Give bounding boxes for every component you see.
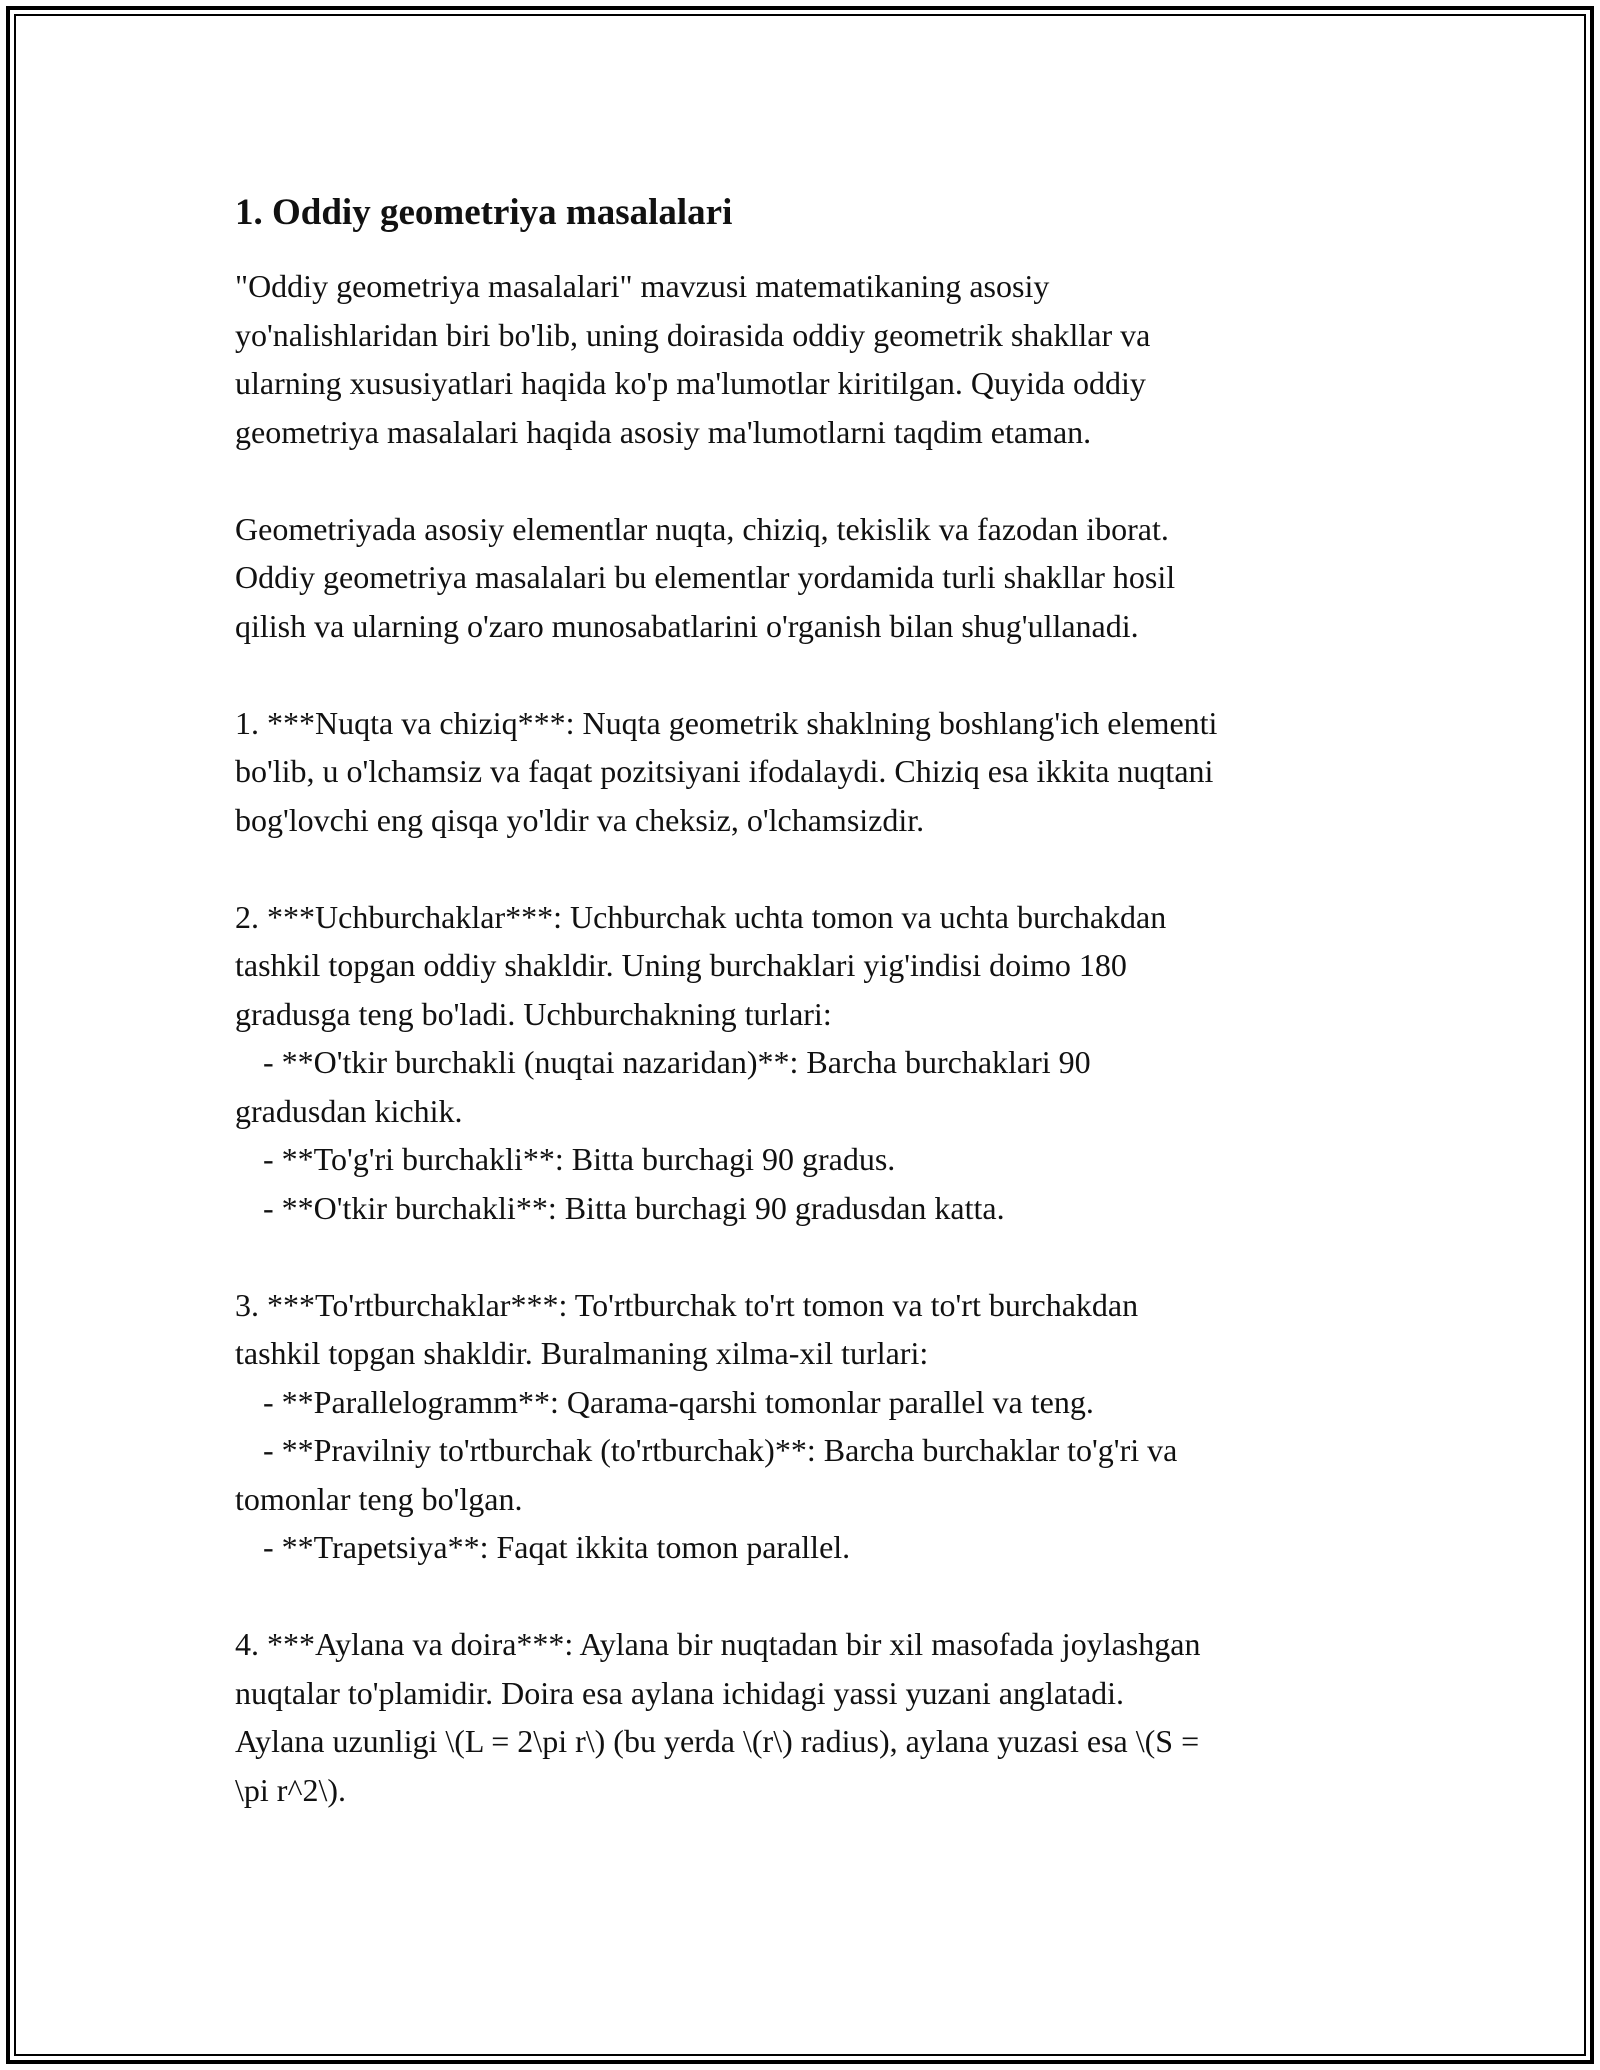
list-item-line: tashkil topgan shakldir. Buralmaning xilma-xil turlari: <box>235 1335 929 1371</box>
list-item-line: tashkil topgan oddiy shakldir. Uning burchaklari yig'indisi doimo 180 <box>235 947 1127 983</box>
list-item-line: Aylana uzunligi \(L = 2\pi r\) (bu yerda \(r\) radius), aylana yuzasi esa \(S = <box>235 1723 1200 1759</box>
sub-list-item-line: - **Parallelogramm**: Qarama-qarshi tomonlar parallel va teng. <box>263 1383 1094 1420</box>
paragraph-spacer <box>235 844 1375 893</box>
list-item-line: bog'lovchi eng qisqa yo'ldir va cheksiz, o'lchamsizdir. <box>235 801 925 838</box>
paragraph-spacer <box>235 456 1375 505</box>
paragraph-line: geometriya masalalari haqida asosiy ma'lumotlarni taqdim etaman. <box>235 413 1092 450</box>
paragraph-line: "Oddiy geometriya masalalari" mavzusi matematikaning asosiy <box>235 268 1050 304</box>
paragraph-line: Oddiy geometriya masalalari bu elementlar yordamida turli shakllar hosil <box>235 559 1176 595</box>
list-item-line: 4. ***Aylana va doira***: Aylana bir nuqtadan bir xil masofada joylashgan <box>235 1626 1201 1662</box>
sub-list-item-line: - **O'tkir burchakli (nuqtai nazaridan)**: Barcha burchaklari 90 <box>263 1044 1091 1080</box>
list-item-line: 2. ***Uchburchaklar***: Uchburchak uchta tomon va uchta burchakdan <box>235 898 1167 935</box>
list-item-line: nuqtalar to'plamidir. Doira esa aylana ichidagi yassi yuzani anglatadi. <box>235 1674 1125 1711</box>
sub-list-item-line: - **Trapetsiya**: Faqat ikkita tomon parallel. <box>263 1529 851 1565</box>
sub-list-item-line: - **Pravilniy to'rtburchak (to'rtburchak)**: Barcha burchaklar to'g'ri va <box>263 1432 1178 1468</box>
paragraph-spacer <box>235 650 1375 699</box>
sub-list-item-line: - **O'tkir burchakli**: Bitta burchagi 90 gradusdan katta. <box>263 1189 1005 1226</box>
sub-list-item-line: - **To'g'ri burchakli**: Bitta burchagi 90 gradus. <box>263 1141 896 1177</box>
list-item-line: bo'lib, u o'lchamsiz va faqat pozitsiyani ifodalaydi. Chiziq esa ikkita nuqtani <box>235 753 1214 789</box>
paragraph-line: Geometriyada asosiy elementlar nuqta, chiziq, tekislik va fazodan iborat. <box>235 510 1169 547</box>
list-item-line: gradusga teng bo'ladi. Uchburchakning turlari: <box>235 995 832 1032</box>
document-body <box>235 184 1375 1814</box>
paragraph-spacer <box>235 1232 1375 1281</box>
paragraph-line: ularning xususiyatlari haqida ko'p ma'lumotlar kiritilgan. Quyida oddiy <box>235 365 1146 401</box>
sub-list-item-line: gradusdan kichik. <box>235 1092 463 1129</box>
sub-list-item-line: tomonlar teng bo'lgan. <box>235 1480 523 1517</box>
list-item-line: 3. ***To'rtburchaklar***: To'rtburchak to'rt tomon va to'rt burchakdan <box>235 1286 1139 1323</box>
list-item-line: \pi r^2\). <box>235 1771 346 1808</box>
document-title: 1. Oddiy geometriya masalalari <box>235 192 733 233</box>
paragraph-spacer <box>235 1572 1375 1621</box>
paragraph-line: yo'nalishlaridan biri bo'lib, uning doirasida oddiy geometrik shakllar va <box>235 316 1151 353</box>
paragraph-line: qilish va ularning o'zaro munosabatlarini o'rganish bilan shug'ullanadi. <box>235 607 1139 644</box>
list-item-line: 1. ***Nuqta va chiziq***: Nuqta geometrik shaklning boshlang'ich elementi <box>235 704 1218 741</box>
